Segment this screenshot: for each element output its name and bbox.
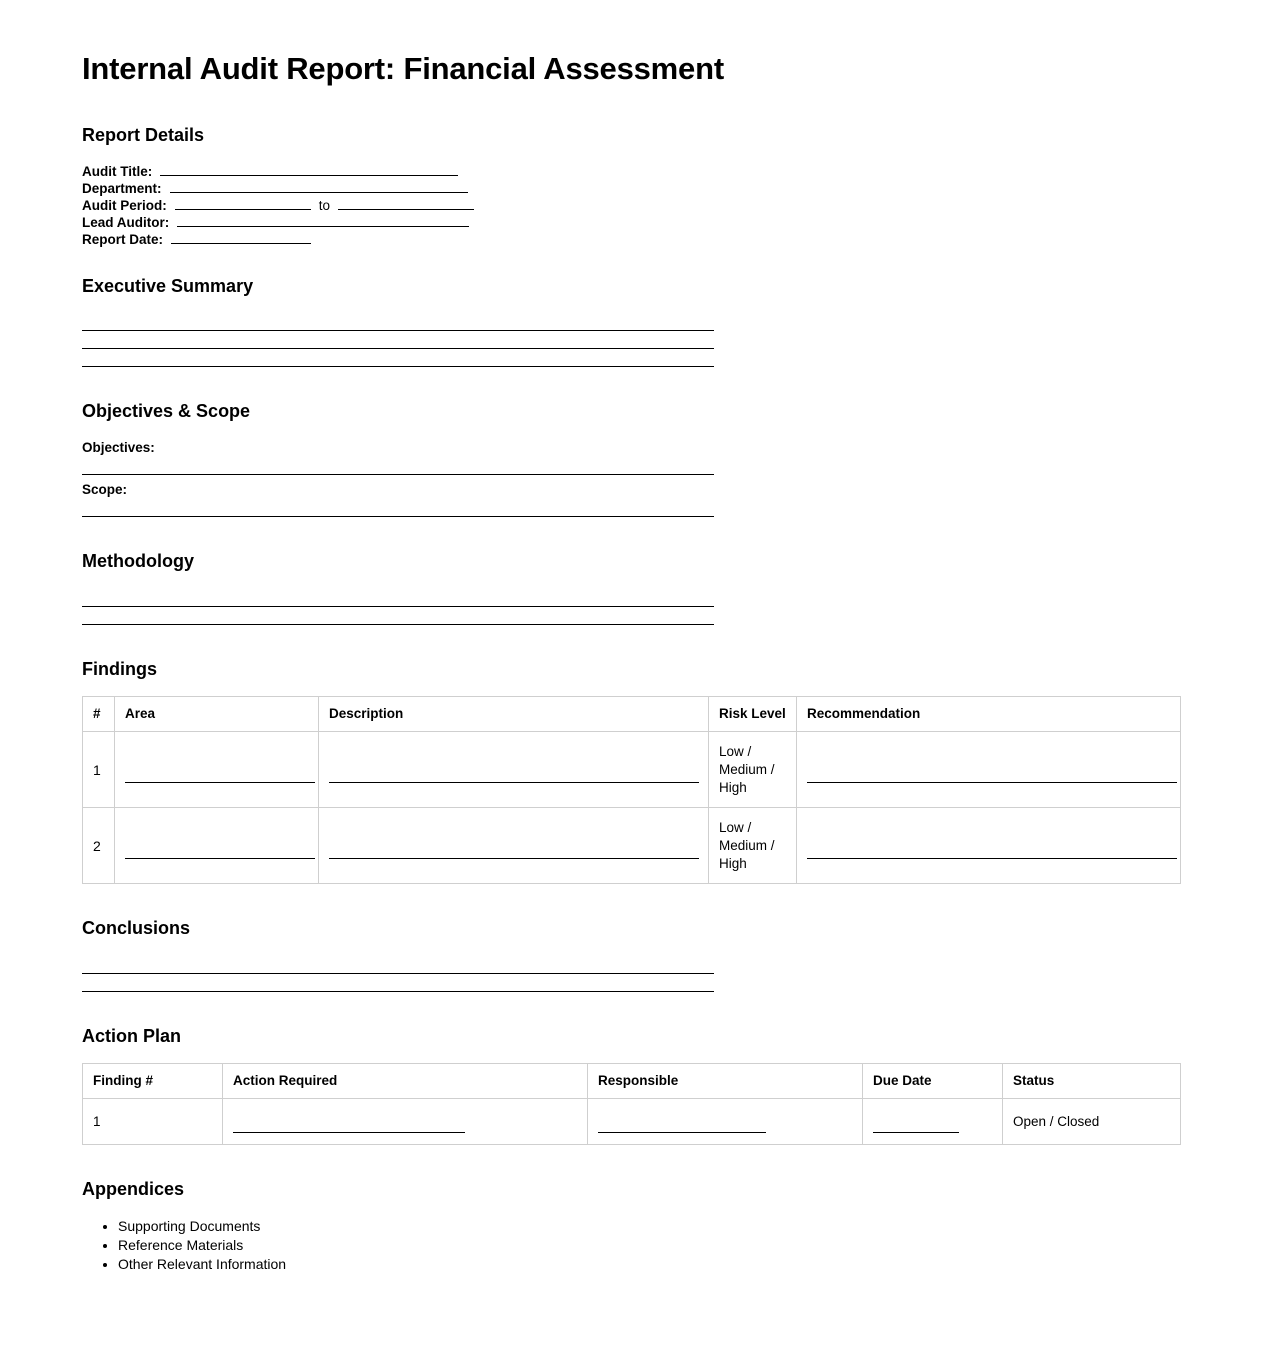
field-row-report-date [82,231,1181,248]
section-findings [82,659,1181,885]
table-row [83,1099,1181,1145]
column-header-action-required: Action Required [223,1064,588,1099]
action-plan-table [82,1063,1181,1145]
field-label-department: Department: [82,180,162,196]
section-executive-summary [82,276,1181,368]
cell-finding-number: 1 [83,732,115,808]
cell-recommendation[interactable] [797,808,1181,884]
field-input-report-date[interactable] [171,231,311,244]
cell-area[interactable] [115,732,319,808]
section-report-details [82,125,1181,248]
write-line[interactable] [125,757,315,783]
write-line[interactable] [807,757,1177,783]
write-line[interactable] [82,956,714,974]
cell-description[interactable] [319,808,709,884]
methodology-write-area [82,589,1181,625]
list-item: • Supporting Documents [118,1217,1181,1236]
field-input-lead-auditor[interactable] [177,214,469,227]
cell-due-date[interactable] [863,1099,1003,1145]
field-label-lead-auditor: Lead Auditor: [82,214,170,230]
section-heading-objectives-scope: Objectives & Scope [82,401,251,422]
section-heading-action-plan: Action Plan [82,1025,182,1046]
cell-recommendation[interactable] [797,732,1181,808]
write-line[interactable] [82,331,714,349]
field-row-lead-auditor [82,214,1181,231]
section-action-plan [82,1026,1181,1146]
write-line[interactable] [82,589,714,607]
section-methodology [82,551,1181,625]
write-line[interactable] [82,313,714,331]
list-item: • Reference Materials [118,1236,1181,1255]
field-row-audit-period [82,197,1181,214]
section-heading-methodology: Methodology [82,550,194,571]
section-heading-report-details: Report Details [82,125,205,146]
field-label-objectives: Objectives: [82,439,155,455]
write-line[interactable] [598,1111,766,1133]
column-header-description: Description [319,697,709,732]
field-input-department[interactable] [170,180,468,193]
list-item: • Other Relevant Information [118,1255,1181,1274]
page-title: Internal Audit Report: Financial Assessment [82,51,724,86]
field-input-audit-period-end[interactable] [338,197,474,210]
appendices-list [82,1217,1181,1274]
section-conclusions [82,918,1181,992]
field-row-audit-title [82,163,1181,180]
section-heading-appendices: Appendices [82,1179,185,1200]
executive-summary-write-area [82,313,1181,367]
section-objectives-scope [82,401,1181,517]
table-row [83,808,1181,884]
report-details-list [82,163,1181,248]
field-label-audit-title: Audit Title: [82,163,153,179]
field-input-audit-title[interactable] [160,163,458,176]
field-label-audit-period: Audit Period: [82,197,167,213]
write-line[interactable] [329,757,699,783]
objectives-write-line[interactable] [82,457,714,475]
write-line[interactable] [807,833,1177,859]
column-header-number: # [83,697,115,732]
write-line[interactable] [329,833,699,859]
table-header-row [83,697,1181,732]
cell-status[interactable]: Open / Closed [1003,1099,1181,1145]
cell-action-required[interactable] [223,1099,588,1145]
table-row [83,732,1181,808]
field-label-scope: Scope: [82,481,128,497]
findings-table [82,696,1181,884]
table-header-row [83,1064,1181,1099]
column-header-risk-level: Risk Level [709,697,797,732]
write-line[interactable] [82,349,714,367]
findings-table-header [83,697,1181,732]
cell-risk-level[interactable]: Low / Medium / High [709,808,797,884]
cell-risk-level[interactable]: Low / Medium / High [709,732,797,808]
column-header-responsible: Responsible [588,1064,863,1099]
field-input-audit-period-start[interactable] [175,197,311,210]
write-line[interactable] [125,833,315,859]
action-plan-table-header [83,1064,1181,1099]
write-line[interactable] [82,607,714,625]
write-line[interactable] [873,1111,959,1133]
column-header-area: Area [115,697,319,732]
cell-finding-number: 2 [83,808,115,884]
write-line[interactable] [82,974,714,992]
cell-responsible[interactable] [588,1099,863,1145]
section-heading-conclusions: Conclusions [82,918,191,939]
column-header-recommendation: Recommendation [797,697,1181,732]
column-header-finding-number: Finding # [83,1064,223,1099]
section-appendices [82,1179,1181,1274]
conclusions-write-area [82,956,1181,992]
write-line[interactable] [233,1111,465,1133]
section-heading-findings: Findings [82,658,157,679]
column-header-due-date: Due Date [863,1064,1003,1099]
field-label-report-date: Report Date: [82,231,164,247]
column-header-status: Status [1003,1064,1181,1099]
action-plan-table-body [83,1099,1181,1145]
field-row-department [82,180,1181,197]
cell-finding-number: 1 [83,1099,223,1145]
cell-description[interactable] [319,732,709,808]
findings-table-body [83,732,1181,884]
field-separator-to: to [318,197,331,213]
cell-area[interactable] [115,808,319,884]
scope-write-line[interactable] [82,499,714,517]
section-heading-executive-summary: Executive Summary [82,275,254,296]
